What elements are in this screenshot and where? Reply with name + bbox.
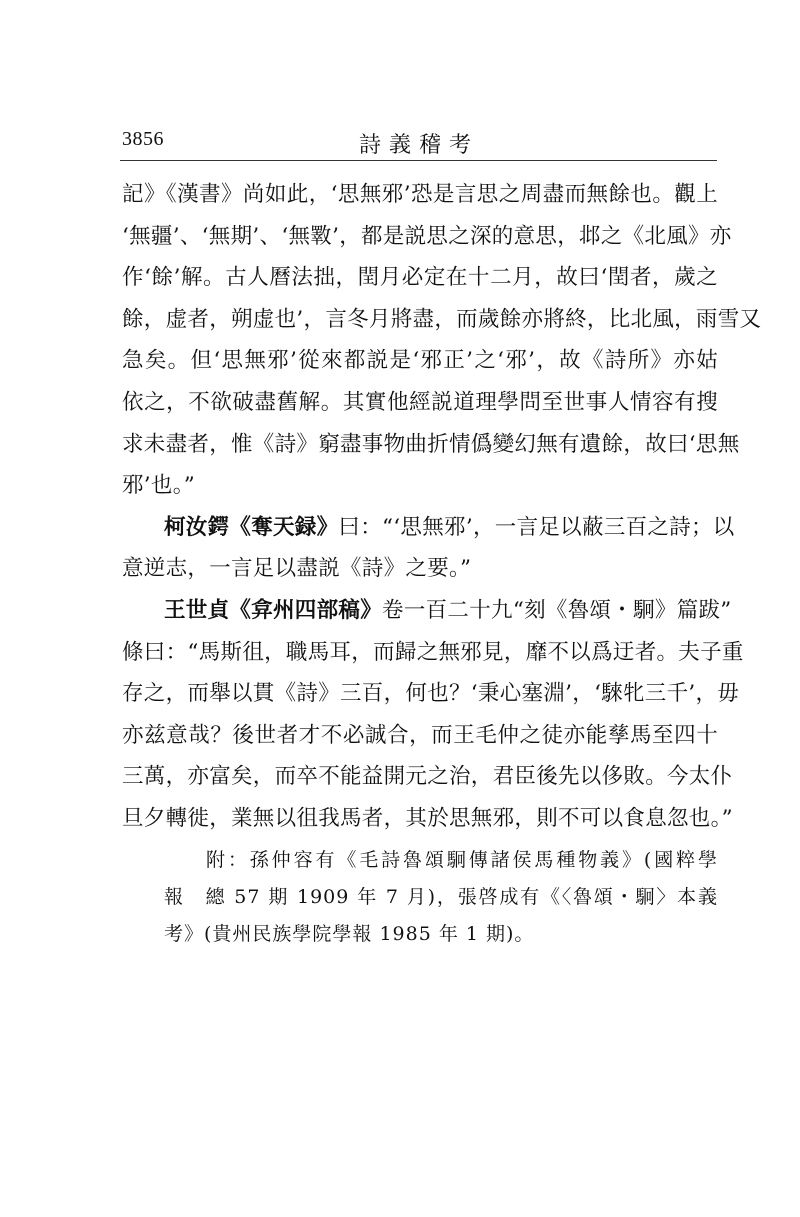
- text-line: 存之，而舉以貫《詩》三百，何也？‘秉心塞淵’，‘騋牝三千’，毋: [122, 681, 740, 707]
- text-line: 三萬，亦富矣，而卒不能益開元之治，君臣後先以侈敗。今太仆: [122, 764, 733, 790]
- text-line: 依之，不欲破盡舊解。其實他經説道理學問至世事人情容有搜: [122, 389, 718, 415]
- text-line: 邪’也。”: [122, 473, 196, 499]
- text-line: [122, 507, 735, 549]
- quotation-text: 曰：“‘思無邪’，一言足以蔽三百之詩；以: [338, 514, 735, 540]
- text-line: 亦兹意哉？後世者才不必誠合，而王毛仲之徒亦能孳馬至四十: [122, 722, 718, 748]
- text-line: 旦夕轉徙，業無以徂我馬者，其於思無邪，則不可以食息忽也。”: [122, 805, 733, 831]
- body-text: [122, 174, 762, 953]
- page-header: [122, 128, 716, 158]
- text-line: 求未盡者，惟《詩》窮盡事物曲折情僞變幻無有遺餘，故曰‘思無: [122, 431, 740, 457]
- text-line: [122, 590, 732, 632]
- header-rule: [120, 160, 717, 161]
- text-line: 急矣。但‘思無邪’從來都説是‘邪正’之‘邪’，故《詩所》亦姑: [122, 348, 718, 374]
- source-title: 王世貞《弇州四部稿》: [164, 597, 383, 623]
- text-line: 記》《漢書》尚如此，‘思無邪’恐是言思之周盡而無餘也。觀上: [122, 182, 718, 207]
- text-line: ‘無疆’、‘無期’、‘無斁’，都是説思之深的意思，邶之《北風》亦: [122, 223, 732, 249]
- text-line: 條曰：“馬斯徂，職馬耳，而歸之無邪見，靡不以爲迂者。夫子重: [122, 639, 744, 665]
- text-line: 意逆志，一言足以盡説《詩》之要。”: [122, 556, 472, 582]
- note-line: 報 總 57 期 1909 年 7 月)，張啓成有《〈魯頌・駉〉本義: [164, 885, 718, 908]
- running-title: 詩義稽考: [358, 133, 479, 158]
- note-line: 考》(貴州民族學院學報 1985 年 1 期)。: [164, 922, 535, 945]
- note-line: 附：孫仲容有《毛詩魯頌駉傳諸侯馬種物義》(國粹學: [206, 848, 718, 871]
- paragraph-continued: [122, 174, 762, 507]
- text-line: 作‘餘’解。古人曆法拙，閏月必定在十二月，故曰‘閏者，歲之: [122, 265, 718, 291]
- page-number: 3856: [122, 128, 164, 150]
- text-line: 餘，虚者，朔虚也’，言冬月將盡，而歲餘亦將終，比北風，雨雪又: [122, 306, 762, 332]
- paragraph-wang-shizhen: [122, 590, 744, 840]
- source-title: 柯汝鍔《奪天録》: [164, 514, 339, 540]
- paragraph-ke-rue: [122, 507, 735, 590]
- appended-note: [122, 842, 718, 953]
- quotation-text: 卷一百二十九“刻《魯頌・駉》篇跋”: [382, 597, 732, 623]
